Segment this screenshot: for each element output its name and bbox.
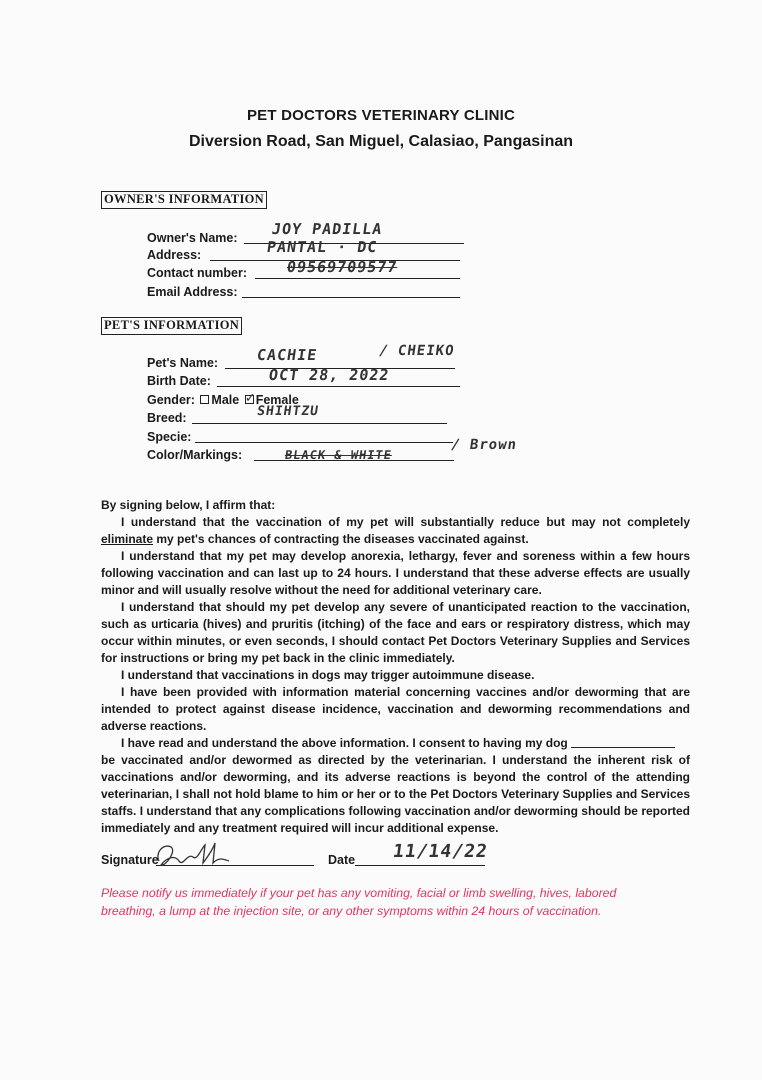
gender-male-label: Male [211,393,240,407]
email-label: Email Address: [147,285,238,299]
date-label: Date [328,853,356,867]
address-label: Address: [147,248,202,262]
gender-label: Gender: [147,393,195,407]
gender-female-checkbox[interactable] [244,390,256,405]
consent-p6-first: I have read and understand the above information. I consent to having my dog [121,736,568,750]
breed-line [192,423,447,424]
consent-paragraph-2: I understand that my pet may develop anorexia, lethargy, fever and soreness within a few hours following vaccination and can last up to 24 hours. I understand that these adverse effects are usually minor and will usually resolve without the need for additional veterinary care. [101,549,690,597]
address-value[interactable]: PANTAL · DC [265,238,379,256]
specie-line [195,442,453,443]
signature-row [101,841,501,869]
signature-label: Signature [101,853,159,867]
consent-paragraph-6 [101,735,690,837]
breed-value[interactable]: SHIHTZU [256,404,320,419]
consent-intro: By signing below, I affirm that: [101,498,276,512]
color-extra[interactable]: / Brown [449,437,519,453]
specie-row [147,428,477,446]
signature-scribble [153,839,243,873]
birth-date-label: Birth Date: [147,374,211,388]
dog-name-blank[interactable] [571,736,675,748]
consent-p1-post: my pet's chances of contracting the diseases vaccinated against. [153,532,529,546]
email-line [242,297,460,298]
birth-date-value[interactable]: OCT 28, 2022 [267,366,391,384]
pet-name-label: Pet's Name: [147,356,219,370]
contact-label: Contact number: [147,266,247,280]
consent-p6-rest: be vaccinated and/or dewormed as directed by the veterinarian. I understand the inherent risk of vaccinations and/or deworming, and its adverse reactions is beyond the control of the attending veterinarian, I shall not hold blame to him or her or to the Pet Doctors Veterinary Supplies and Services staffs. I understand that any complications following vaccination and/or deworming should be reported immediately and any treatment required will incur additional expense. [101,753,690,835]
date-line[interactable] [355,865,485,866]
date-value[interactable]: 11/14/22 [391,841,490,862]
consent-paragraph-3: I understand that should my pet develop any severe of unanticipated reaction to the vaccination, such as urticaria (hives) and pruritis (itching) of the face and ears or respiratory distress, which may occur within minutes, or even seconds, I should contact Pet Doctors Veterinary Supplies and Services for instructions or bring my pet back in the clinic immediately. [101,600,690,665]
owner-name-value[interactable]: JOY PADILLA [270,220,384,238]
birth-date-line [217,386,460,387]
color-value[interactable]: BLACK & WHITE [284,448,393,462]
consent-paragraph-1 [101,514,690,548]
pet-name-extra[interactable]: / CHEIKO [377,343,456,359]
consent-p1-pre: I understand that the vaccination of my pet will substantially reduce but may not completely [121,515,690,529]
contact-value[interactable]: 09569709577 [285,258,399,276]
contact-line [255,278,460,279]
consent-paragraph-5: I have been provided with information material concerning vaccines and/or deworming that are intended to protect against disease incidence, vaccination and deworming recommendations and adverse reactions. [101,685,690,733]
specie-label: Specie: [147,430,192,444]
breed-row [147,404,477,427]
consent-p1-underlined: eliminate [101,532,154,546]
owner-section-heading: OWNER'S INFORMATION [101,191,267,209]
gender-male-checkbox[interactable] [200,395,209,404]
check-mark-icon: ✓ [244,390,256,405]
breed-label: Breed: [147,411,187,425]
clinic-title: PET DOCTORS VETERINARY CLINIC [246,107,516,124]
consent-paragraph-4: I understand that vaccinations in dogs may trigger autoimmune disease. [121,668,535,682]
color-label: Color/Markings: [147,448,243,462]
pet-section-heading: PET'S INFORMATION [101,317,242,335]
footer-note: Please notify us immediately if your pet has any vomiting, facial or limb swelling, hives, labored breathing, a lump at the injection site, or any other symptoms within 24 hours of vaccination. [101,886,617,918]
gender-female-label: Female [255,393,299,407]
owner-name-label: Owner's Name: [147,231,238,245]
pet-name-value[interactable]: CACHIE [255,346,319,364]
clinic-address: Diversion Road, San Miguel, Calasiao, Pangasinan [188,133,574,150]
birth-date-row [147,366,477,390]
email-row [147,283,477,301]
contact-row [147,258,477,282]
